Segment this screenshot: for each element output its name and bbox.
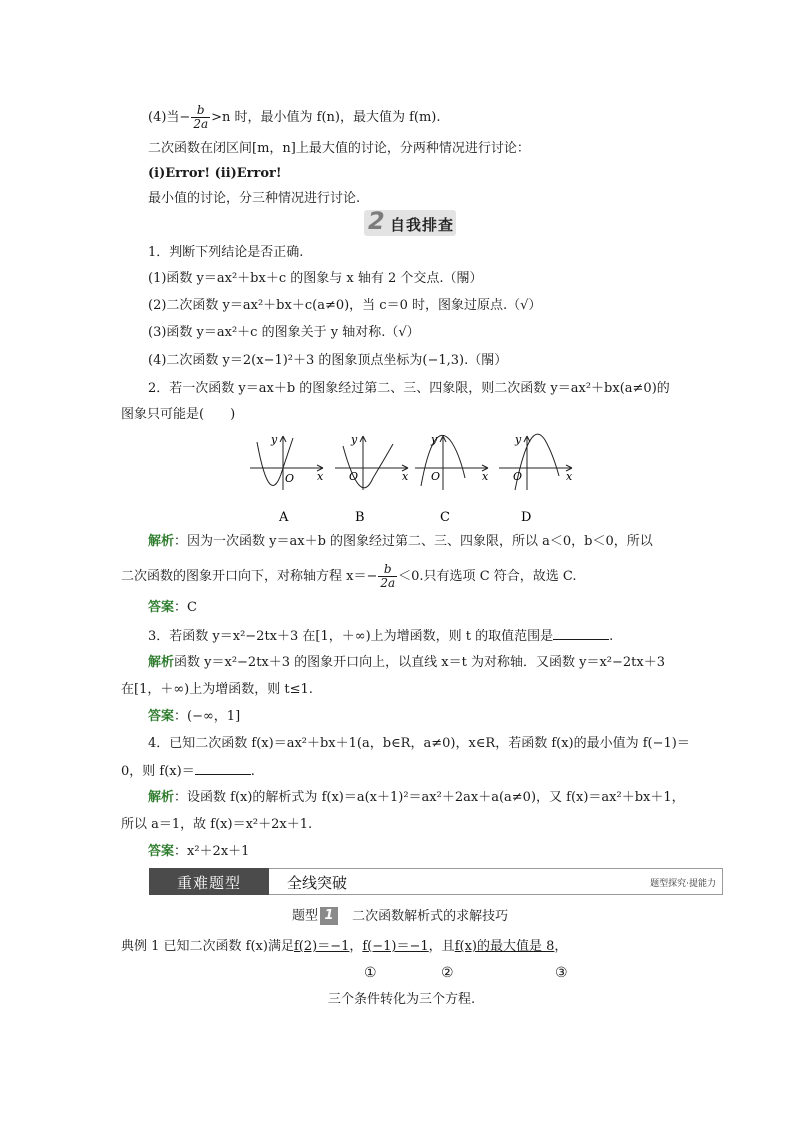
text-min-discussion: 最小值的讨论，分三种情况进行讨论. <box>148 191 361 206</box>
graph-b-x: x <box>402 470 409 483</box>
graph-d <box>499 434 572 490</box>
banner-body: 全线突破 题型探究·提能力 <box>269 868 723 895</box>
q1-item-4: (4)二次函数 y＝2(x−1)²＋3 的图象顶点坐标为(−1,3).（䦛） <box>148 353 508 368</box>
banner-dark-block: 重难题型 <box>149 868 269 895</box>
q3-jiexi-line1: 解析函数 y＝x²−2tx＋3 的图象开口向上，以直线 x＝t 为对称轴．又函数 y＝x²−2tx＋3 <box>148 655 665 670</box>
option-label-b: B <box>355 510 365 525</box>
marker-1: ① <box>364 965 377 981</box>
graph-b-y: y <box>351 433 358 446</box>
option-label-c: C <box>440 510 450 525</box>
q3-answer: 答案：(−∞，1] <box>148 709 241 724</box>
graph-a-x: x <box>317 470 324 483</box>
section-heading-self-check: 2 自我排查 <box>364 210 456 236</box>
condition-3: f(x)的最大值是 8 <box>454 939 555 954</box>
option-label-d: D <box>521 510 532 525</box>
graph-a-y: y <box>271 433 278 446</box>
graph-c-y: y <box>431 433 438 446</box>
condition-1: f(2)＝−1 <box>293 939 350 954</box>
line-case4: (4)当− $\frac{b}{2a}$ >n 时，最小值为 f(n)，最大值为 f(m). <box>148 103 441 131</box>
q4-stem-line2: 0，则 f(x)＝ . <box>121 764 255 779</box>
q1-item-1: (1)函数 y＝ax²＋bx＋c 的图象与 x 轴有 2 个交点.（䦛） <box>148 271 483 286</box>
example-note: 三个条件转化为三个方程. <box>328 992 476 1007</box>
graph-c-o: O <box>431 470 441 483</box>
q4-answer: 答案：x²＋2x＋1 <box>148 844 250 859</box>
example-stem: 典例 1 已知二次函数 f(x)满足f(2)＝−1，f(−1)＝−1，且f(x)的最大值是 8， <box>121 939 568 954</box>
graph-a-o: O <box>285 472 295 485</box>
graph-d-o: O <box>513 470 523 483</box>
q3-stem: 3．若函数 y＝x²−2tx＋3 在[1，＋∞)上为增函数，则 t 的取值范围是 . <box>148 629 614 644</box>
marker-2: ② <box>441 965 454 981</box>
condition-2: f(−1)＝−1 <box>362 939 429 954</box>
q3-jiexi-line2: 在[1，＋∞)上为增函数，则 t≤1. <box>121 682 313 697</box>
graph-b <box>335 436 408 490</box>
graph-c <box>415 435 488 490</box>
q2-jiexi-line1: 解析：因为一次函数 y＝ax＋b 的图象经过第二、三、四象限，所以 a＜0，b＜0，所以 <box>148 534 653 549</box>
q4-stem-line1: 4．已知二次函数 f(x)＝ax²＋bx＋1(a，b∈R，a≠0)，x∈R，若函数 f(x)的最小值为 f(−1)＝ <box>148 736 690 751</box>
graph-c-x: x <box>482 470 489 483</box>
text-error-cases: (ⅰ)Error! (ⅱ)Error! <box>148 166 282 181</box>
marker-3: ③ <box>555 965 568 981</box>
fraction: $\frac{b}{2a}$ <box>193 103 209 131</box>
graph-d-y: y <box>515 433 522 446</box>
q4-jiexi-line1: 解析：设函数 f(x)的解析式为 f(x)＝a(x＋1)²＝ax²＋2ax＋a(a≠0)，又 f(x)＝ax²＋bx＋1， <box>148 790 685 805</box>
fraction: $\frac{b}{2a}$ <box>380 562 396 590</box>
q2-option-graphs <box>245 428 575 528</box>
text-max-discussion: 二次函数在闭区间[m，n]上最大值的讨论，分两种情况进行讨论： <box>148 141 530 156</box>
answer-blank <box>195 762 251 775</box>
answer-blank <box>553 627 609 640</box>
option-label-a: A <box>279 510 289 525</box>
q2-jiexi-line2: 二次函数的图象开口向下，对称轴方程 x＝− $\frac{b}{2a}$ ＜0.只有选项 C 符合，故选 C. <box>121 562 577 590</box>
graph-d-x: x <box>566 470 573 483</box>
q1-item-3: (3)函数 y＝ax²＋c 的图象关于 y 轴对称.（√） <box>148 325 420 340</box>
q2-stem-line2: 图象只可能是( ) <box>121 407 236 422</box>
type-heading: 题型 1 二次函数解析式的求解技巧 <box>292 908 509 924</box>
q4-jiexi-line2: 所以 a＝1，故 f(x)＝x²＋2x＋1. <box>121 817 313 832</box>
q1-item-2: (2)二次函数 y＝ax²＋bx＋c(a≠0)，当 c＝0 时，图象过原点.（√） <box>148 298 542 313</box>
graph-b-o: O <box>349 470 359 483</box>
q2-stem-line1: 2．若一次函数 y＝ax＋b 的图象经过第二、三、四象限，则二次函数 y＝ax²＋bx(a≠0)的 <box>148 381 670 396</box>
section-banner <box>149 868 722 895</box>
type-number-icon: 1 <box>320 907 338 925</box>
q1-stem: 1．判断下列结论是否正确. <box>148 245 304 260</box>
q2-answer: 答案：C <box>148 600 197 615</box>
